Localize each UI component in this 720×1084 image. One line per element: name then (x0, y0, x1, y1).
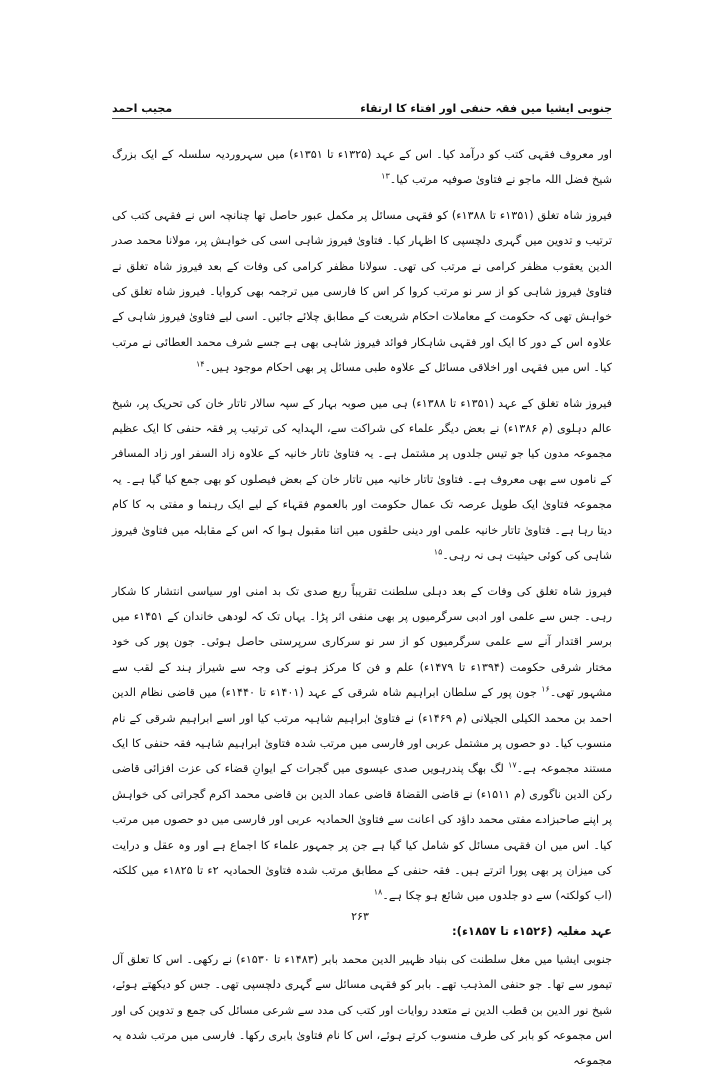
header-author: مجیب احمد (112, 102, 173, 115)
paragraph-text: اور معروف فقہی کتب کو درآمد کیا۔ اس کے عہد (۱۳۲۵ء تا ۱۳۵۱ء) میں سہروردیہ سلسلہ کے ایک بزرگ شیخ فضل اللہ ماجو نے فتاویٰ صوفیہ مرتب کیا۔ (112, 148, 612, 187)
paragraph (112, 391, 612, 569)
paragraph-text: جون پور کے سلطان ابراہیم شاہ شرقی کے عہد (۱۴۰۱ء تا ۱۴۴۰ء) میں قاضی نظام الدین احمد بن محمد الکیلی الجیلانی (م ۱۴۶۹ء) نے فتاویٰ ابراہیم شاہیہ مرتب کیا اور اسے ابراہیم شرقی کے نام منسوب کیا۔ دو حصوں پر مشتمل عربی اور فارسی میں مرتب شدہ فتاویٰ ابراہیم شاہیہ فقہ حنفی کا ایک مستند مجموعہ ہے۔ (112, 686, 612, 776)
paragraph (112, 203, 612, 381)
paragraph-text: فیروز شاہ تغلق کے عہد (۱۳۵۱ء تا ۱۳۸۸ء) ہی میں صوبہ بہار کے سپہ سالار تاتار خان کی تحریک پر، شیخ عالم دہلوی (م ۱۳۸۶ء) نے بعض دیگر علماء کی شراکت سے، الہدایہ کی ترتیب پر فقہ حنفی کا ایک عظیم مجموعہ مدون کیا جو تیس جلدوں پر مشتمل ہے۔ یہ فتاویٰ تاتار خانیہ کے علاوہ زاد السفر اور زاد المسافر کے ناموں سے بھی معروف ہے۔ فتاویٰ تاتار خانیہ میں تاتار خان کے بعض فیصلوں کو بھی جمع کیا گیا ہے۔ یہ مجموعہ فتاویٰ ایک طویل عرصہ تک عمال حکومت اور بالعموم فقہاء کے لیے ایک رہنما و مفتی بہ کا کام دیتا رہا ہے۔ فتاویٰ تاتار خانیہ علمی اور دینی حلقوں میں اتنا مقبول ہوا کہ اس کے مقابلہ میں فتاویٰ فیروز شاہی کی کوئی حیثیت ہی نہ رہی۔ (112, 396, 612, 563)
header-divider (112, 118, 612, 119)
footnote-marker: ۱۷ (508, 760, 517, 770)
footnote-marker: ۱۳ (381, 171, 390, 181)
page-number: ۲۶۳ (351, 910, 369, 923)
paragraph-text: جنوبی ایشیا میں مغل سلطنت کی بنیاد ظہیر الدین محمد بابر (۱۴۸۳ء تا ۱۵۳۰ء) نے رکھی۔ اس کا تعلق آل تیمور سے تھا۔ جو حنفی المذہب تھے۔ بابر کو فقہی مسائل سے گہری دلچسپی تھی۔ جس کو دیکھتے ہوئے، شیخ نور الدین بن قطب الدین نے متعدد روایات اور کتب کی مدد سے شرعی مسائل کی جمع و تدوین کی اور اس مجموعہ کو بابر کی طرف منسوب کرتے ہوئے، اس کا نام فتاویٰ بابری رکھا۔ فارسی میں مرتب شدہ یہ مجموعہ (112, 952, 612, 1068)
paragraph (112, 579, 612, 909)
paragraph-text: فیروز شاہ تغلق (۱۳۵۱ء تا ۱۳۸۸ء) کو فقہی مسائل پر مکمل عبور حاصل تھا چنانچہ اس نے فقہی کتب کی ترتیب و تدوین میں گہری دلچسپی کا اظہار کیا۔ فتاویٰ فیروز شاہی اسی کی خواہش پر، مولانا محمد صدر الدین یعقوب مظفر کرامی نے مرتب کی تھی۔ سولانا مظفر کرامی کی وفات کے بعد فیروز شاہ تغلق نے فتاویٰ فیروز شاہی کو از سر نو مرتب کروا کر اس کا فارسی میں ترجمہ بھی کروایا۔ فیروز شاہ تغلق کی خواہش تھی کہ حکومت کے معاملات احکام شریعت کے مطابق چلائے جائیں۔ اسی لیے فتاویٰ فیروز شاہی کے علاوہ اس کے دور کا ایک اور فقہی شاہکار فوائد فیروز شاہی بھی ہے جسے شرف محمد العطائی نے مرتب کیا۔ اس میں فقہی اور اخلاقی مسائل کے علاوہ طبی مسائل پر بھی احکام موجود ہیں۔ (112, 208, 612, 375)
body-text (112, 142, 612, 1084)
section-heading: عہد مغلیہ (۱۵۲۶ء تا ۱۸۵۷ء): (452, 923, 612, 938)
paragraph (112, 142, 612, 193)
footnote-marker: ۱۵ (433, 547, 443, 557)
footnote-marker: ۱۸ (373, 887, 383, 897)
paragraph-text: فیروز شاہ تغلق کی وفات کے بعد دہلی سلطنت تقریباً ربع صدی تک بد امنی اور سیاسی انتشار کا شکار رہی۔ جس سے علمی اور ادبی سرگرمیوں پر بھی منفی اثر پڑا۔ یہاں تک کہ لودھی خاندان کے ۱۴۵۱ء میں برسر اقتدار آنے سے علمی سرگرمیوں کو از سر نو سرکاری سرپرستی حاصل ہوئی۔ جون پور کی خود مختار شرقی حکومت (۱۳۹۴ء تا ۱۴۷۹ء) علم و فن کا مرکز ہونے کی وجہ سے شیراز ہند کے لقب سے مشہور تھی۔ (112, 584, 612, 700)
paragraph (112, 947, 612, 1074)
paragraph-text: لگ بھگ پندرہویں صدی عیسوی میں گجرات کے ایوانِ قضاء کی عزت افزائی قاضی رکن الدین ناگوری (م ۱۵۱۱ء) نے قاضی القضاۃ قاضی عماد الدین بن قاضی محمد اکرم گجراتی کی خواہش پر اپنے صاحبزادے مفتی محمد داؤد کی اعانت سے فتاویٰ الحمادیہ عربی اور فارسی میں دو حصوں میں مرتب کیا۔ اس میں ان فقہی مسائل کو شامل کیا گیا ہے جن پر جمہور علماء کا اجماع ہے اور وہ عقل و درایت کی میزان پر بھی پورا اترتے ہیں۔ فقہ حنفی کے مطابق مرتب شدہ فتاویٰ الحمادیہ ۲ء تا ۱۸۲۵ء میں کلکتہ (اب کولکتہ) سے دو جلدوں میں شائع ہو چکا ہے۔ (112, 762, 612, 903)
footnote-marker: ۱۴ (195, 359, 205, 369)
footnote-marker: ۱۶ (541, 684, 550, 694)
header-title: جنوبی ایشیا میں فقہ حنفی اور افتاء کا ارتقاء (360, 102, 612, 115)
